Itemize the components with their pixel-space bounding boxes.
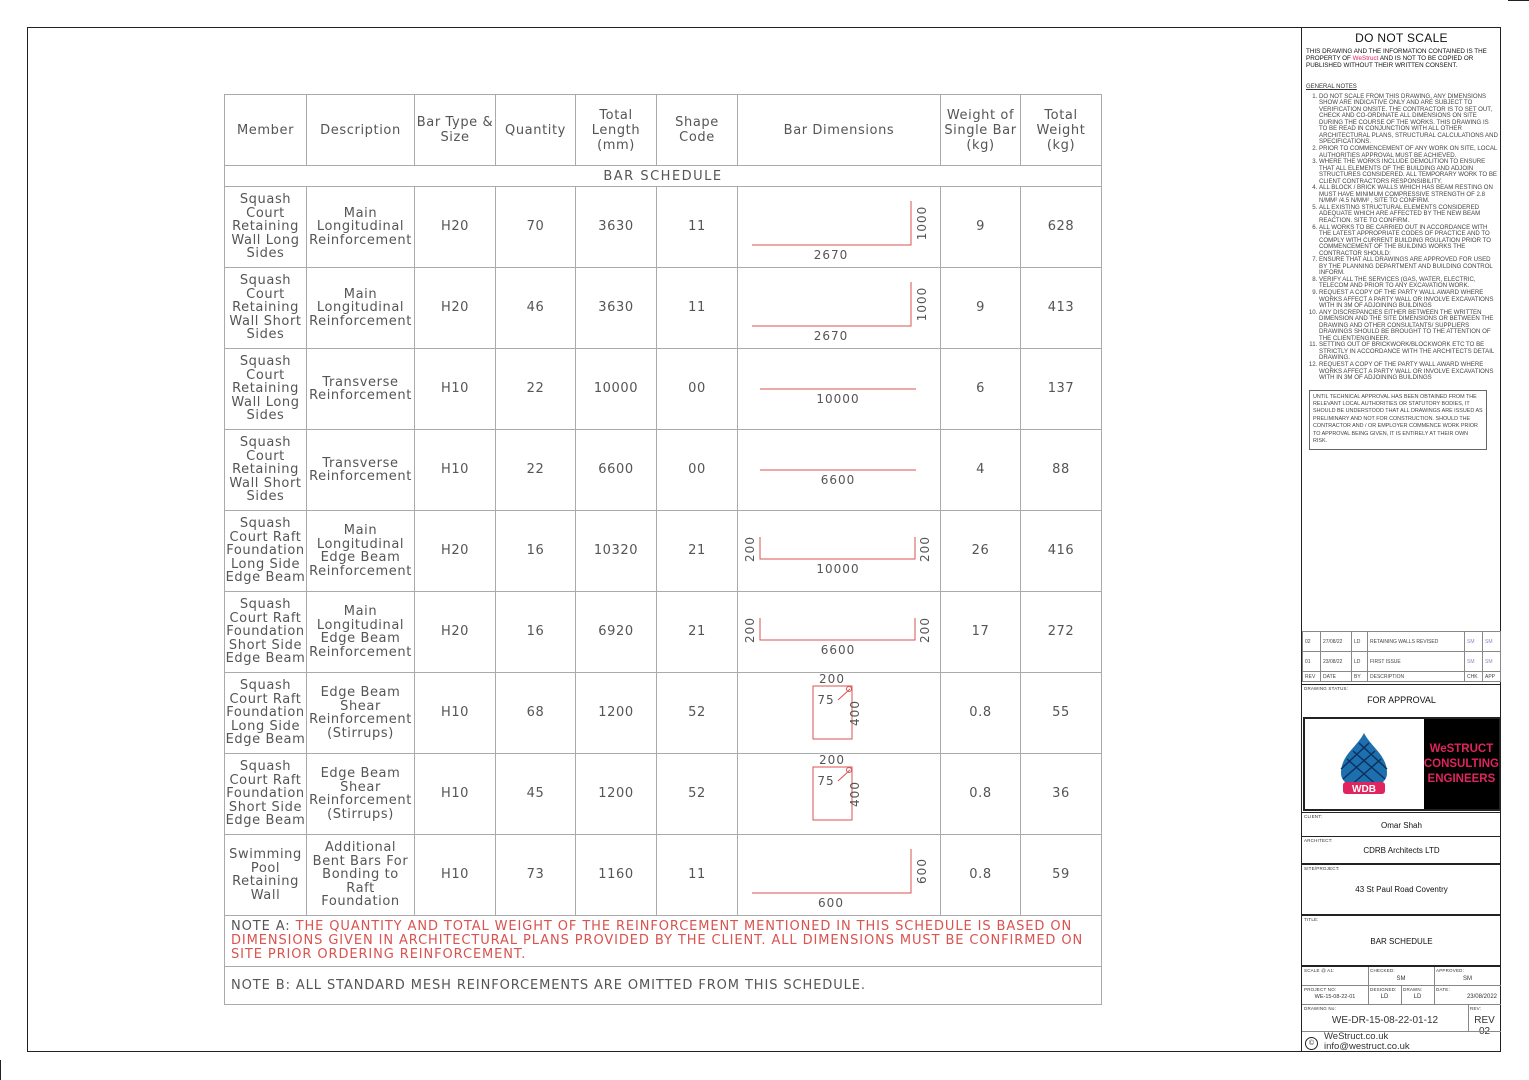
dim-label-a: 600 bbox=[818, 896, 844, 910]
revision-chk: SM bbox=[1465, 652, 1483, 672]
drawn-label: DRAWN: bbox=[1403, 987, 1423, 992]
cell-description: Transverse Reinforcement bbox=[307, 430, 415, 511]
cell-total-weight: 88 bbox=[1021, 430, 1102, 511]
cell-description: Edge Beam Shear Reinforcement (Stirrups) bbox=[307, 754, 415, 835]
cell-bar-dimensions bbox=[738, 835, 941, 916]
drawn-cell bbox=[1401, 986, 1435, 1005]
cell-bar-dimensions bbox=[738, 754, 941, 835]
logo-icon bbox=[1329, 729, 1399, 799]
technical-approval-note: UNTIL TECHNICAL APPROVAL HAS BEEN OBTAINED FROM THE RELEVANT LOCAL AUTHORITIES OR STATUTORY BODIES, IT SHOULD BE UNDERSTOOD THAT ALL DRAWINGS ARE ISSUED AS PRELIMINARY AND NOT FOR CONSTRUCTION. SHOULD THE CONTRACTOR AND / OR EMPLOYER COMMENCE WORK PRIOR TO APPROVAL BEING GIVEN, IT IS ENTIRELY AT THEIR OWN RISK. bbox=[1309, 390, 1487, 450]
header-shape-code: Shape Code bbox=[657, 95, 738, 166]
checked-label: CHECKED: bbox=[1370, 968, 1395, 973]
revision-row bbox=[1303, 632, 1501, 652]
cell-total-weight: 59 bbox=[1021, 835, 1102, 916]
note-a bbox=[225, 916, 1102, 967]
header-bar-type: Bar Type & Size bbox=[415, 95, 496, 166]
general-note: 4. ALL BLOCK / BRICK WALLS WHICH HAS BEAM RESTING ON MUST HAVE MINIMUM COMPRESSIVE STRENGTH OF 2.8 N/MM² /4.5 N/MM² , SITE TO CONFIRM. bbox=[1319, 185, 1498, 205]
general-note: 7. ENSURE THAT ALL DRAWINGS ARE APPROVED FOR USED BY THE PLANNING DEPARTMENT AND BUILDING CONTROL INFORM. bbox=[1319, 257, 1498, 277]
cell-description: Edge Beam Shear Reinforcement (Stirrups) bbox=[307, 673, 415, 754]
cell-bar-dimensions bbox=[738, 592, 941, 673]
dim-label-b: 1000 bbox=[915, 205, 929, 241]
crop-mark-top-right bbox=[1508, 0, 1529, 21]
bar-shape-diagram bbox=[738, 268, 941, 348]
dim-label-a: 6600 bbox=[820, 643, 856, 657]
approved-value: SM bbox=[1463, 976, 1472, 982]
cell-quantity: 16 bbox=[496, 592, 576, 673]
cell-weight-single: 17 bbox=[941, 592, 1021, 673]
cell-bar-dimensions bbox=[738, 187, 941, 268]
approved-label: APPROVED: bbox=[1436, 968, 1465, 973]
cell-bar-type: H10 bbox=[415, 673, 496, 754]
dim-label-b-right: 200 bbox=[918, 617, 932, 643]
cell-shape-code: 00 bbox=[657, 430, 738, 511]
rev-header-rev: REV bbox=[1303, 672, 1321, 682]
designed-value: LD bbox=[1380, 994, 1389, 1000]
general-notes-heading: GENERAL NOTES bbox=[1306, 83, 1357, 90]
schedule-row bbox=[225, 511, 1102, 592]
bar-shape-diagram bbox=[738, 835, 941, 915]
cell-shape-code: 11 bbox=[657, 187, 738, 268]
schedule-row bbox=[225, 268, 1102, 349]
date-cell bbox=[1434, 986, 1501, 1005]
revision-row bbox=[1303, 652, 1501, 672]
cell-bar-type: H20 bbox=[415, 592, 496, 673]
cell-total-length: 10320 bbox=[576, 511, 657, 592]
general-note: 9. REQUEST A COPY OF THE PARTY WALL AWARD WHERE WORKS AFFECT A PARTY WALL OR INVOLVE EXCAVATIONS WITH IN 3M OF ADJOINING BUILDINGS bbox=[1319, 290, 1498, 310]
company-name bbox=[1424, 719, 1499, 809]
drawing-status: FOR APPROVAL bbox=[1367, 695, 1436, 705]
drawn-value: LD bbox=[1413, 994, 1422, 1000]
general-note: 1. DO NOT SCALE FROM THIS DRAWING, ANY DIMENSIONS SHOW ARE INDICATIVE ONLY AND ARE SUBJECT TO VERIFICATION ONSITE. THE CONTRACTOR IS TO SET OUT, CHECK AND CO-ORDINATE ALL DIMENSIONS ON SITE DURING THE COURSE OF THE WORKS. THIS DRAWING IS TO BE READ IN CONJUNCTION WITH ALL OTHER ARCHITECTURAL PLANS, STRUCTURAL CALCULATIONS AND SPECIFICATIONS. bbox=[1319, 94, 1498, 146]
cell-member: Squash Court Raft Foundation Long Side Edge Beam bbox=[225, 673, 307, 754]
architect-label: ARCHITECT: bbox=[1304, 838, 1333, 843]
cell-total-length: 1200 bbox=[576, 673, 657, 754]
cell-weight-single: 0.8 bbox=[941, 673, 1021, 754]
cell-shape-code: 11 bbox=[657, 268, 738, 349]
general-note: 6. ALL WORKS TO BE CARRIED OUT IN ACCORDANCE WITH THE LATEST APPROPRIATE CODES OF PRACTICE AND TO COMPLY WITH CURRENT BUILDING RGULATION PRIOR TO COMMENCEMENT OF THE BUILDING WORKS THE CONTRACTOR SHOULD: bbox=[1319, 225, 1498, 258]
cell-quantity: 22 bbox=[496, 349, 576, 430]
dim-label-b: 400 bbox=[848, 700, 862, 726]
cell-bar-dimensions bbox=[738, 511, 941, 592]
cell-weight-single: 0.8 bbox=[941, 754, 1021, 835]
architect-name: CDRB Architects LTD bbox=[1363, 846, 1440, 855]
crop-mark-bottom-left bbox=[0, 1060, 21, 1080]
cell-quantity: 22 bbox=[496, 430, 576, 511]
cell-total-length: 3630 bbox=[576, 187, 657, 268]
general-note: 3. WHERE THE WORKS INCLUDE DEMOLITION TO ENSURE THAT ALL ELEMENTS OF THE BUILDING AND ADJOIN STRUCTURES CONSIDERED. ALL TEMPORARY WORK TO BE CLIENT CONTRACTORS RESPONSIBILITY. bbox=[1319, 159, 1498, 185]
company-line-2: CONSULTING bbox=[1423, 757, 1499, 770]
rev-value: REV 02 bbox=[1474, 1015, 1495, 1037]
cell-shape-code: 52 bbox=[657, 673, 738, 754]
schedule-row bbox=[225, 835, 1102, 916]
cell-description: Main Longitudinal Reinforcement bbox=[307, 187, 415, 268]
general-note: 5. ALL EXISTING STRUCTURAL ELEMENTS CONSIDERED ADEQUATE WHICH ARE AFFECTED BY THE NEW BEAM REACTION. SITE TO CONFIRM. bbox=[1319, 205, 1498, 225]
schedule-title: BAR SCHEDULE bbox=[225, 166, 1102, 187]
drawing-no: WE-DR-15-08-22-01-12 bbox=[1331, 1015, 1439, 1026]
company-line-3: ENGINEERS bbox=[1427, 772, 1496, 785]
property-notice bbox=[1302, 45, 1501, 70]
bar-schedule-table bbox=[224, 94, 1102, 1005]
dim-label-a: 6600 bbox=[820, 473, 856, 487]
cell-total-length: 6920 bbox=[576, 592, 657, 673]
site-name: 43 St Paul Road Coventry bbox=[1355, 885, 1448, 894]
dim-label-a: 200 bbox=[819, 673, 845, 686]
rev-header-date: DATE bbox=[1321, 672, 1352, 682]
cell-shape-code: 52 bbox=[657, 754, 738, 835]
cell-description: Main Longitudinal Edge Beam Reinforcement bbox=[307, 511, 415, 592]
note-b: NOTE B: ALL STANDARD MESH REINFORCEMENTS ARE OMITTED FROM THIS SCHEDULE. bbox=[225, 967, 1102, 1005]
note-a-prefix: NOTE A: bbox=[231, 919, 296, 934]
cell-bar-type: H20 bbox=[415, 268, 496, 349]
dim-label-a: 200 bbox=[819, 754, 845, 767]
dim-label-b: 1000 bbox=[915, 286, 929, 322]
designed-label: DESIGNED: bbox=[1370, 987, 1397, 992]
general-note: 2. PRIOR TO COMMENCEMENT OF ANY WORK ON SITE, LOCAL AUTHORITIES APPROVAL MUST BE ACHIEVED. bbox=[1319, 146, 1498, 159]
cell-shape-code: 21 bbox=[657, 592, 738, 673]
bar-line bbox=[752, 849, 911, 893]
general-note: 10. ANY DISCREPANCIES EITHER BETWEEN THE WRITTEN DIMENSION AND THE SITE DIMENSIONS OR BETWEEN THE DRAWING AND OTHER CONSULTANTS/ SUPPLIERS DRAWINGS SHOULD BE BROUGHT TO THE ATTENTION OF THE CLIENT/ENGINEER. bbox=[1319, 310, 1498, 343]
rev-header-desc: DESCRIPTION bbox=[1368, 672, 1465, 682]
cell-quantity: 45 bbox=[496, 754, 576, 835]
client-name: Omar Shah bbox=[1381, 821, 1422, 830]
project-no-label: PROJECT NO: bbox=[1304, 987, 1337, 992]
bar-line bbox=[760, 618, 915, 640]
bar-shape-diagram bbox=[738, 511, 941, 591]
cell-description: Transverse Reinforcement bbox=[307, 349, 415, 430]
header-weight-single: Weight of Single Bar (kg) bbox=[941, 95, 1021, 166]
cell-total-length: 1160 bbox=[576, 835, 657, 916]
header-member: Member bbox=[225, 95, 307, 166]
cell-member: Squash Court Retaining Wall Short Sides bbox=[225, 268, 307, 349]
dim-label-b-left: 200 bbox=[743, 536, 757, 562]
cell-quantity: 46 bbox=[496, 268, 576, 349]
email-link[interactable]: info@westruct.co.uk bbox=[1324, 1041, 1410, 1052]
cell-quantity: 68 bbox=[496, 673, 576, 754]
dim-label-a: 10000 bbox=[816, 392, 860, 406]
general-note: 12. REQUEST A COPY OF THE PARTY WALL AWARD WHERE WORKS AFFECT A PARTY WALL OR INVOLVE EXCAVATIONS WITH IN 3M OF ADJOINING BUILDINGS bbox=[1319, 362, 1498, 382]
cell-shape-code: 21 bbox=[657, 511, 738, 592]
general-note: 8. VERIFY ALL THE SERVICES (GAS, WATER, ELECTRIC, TELECOM AND PRIOR TO ANY EXCAVATION WORK. bbox=[1319, 277, 1498, 290]
cell-member: Squash Court Raft Foundation Short Side Edge Beam bbox=[225, 592, 307, 673]
site-box bbox=[1302, 863, 1501, 914]
header-quantity: Quantity bbox=[496, 95, 576, 166]
client-label: CLIENT: bbox=[1304, 814, 1323, 819]
company-logo bbox=[1303, 717, 1501, 811]
property-brand: WeStruct bbox=[1352, 55, 1379, 63]
cell-total-weight: 137 bbox=[1021, 349, 1102, 430]
logo-mark bbox=[1305, 719, 1424, 809]
revision-date: 23/08/22 bbox=[1321, 652, 1352, 672]
dim-label-b-left: 200 bbox=[743, 617, 757, 643]
rev-label: REV: bbox=[1470, 1006, 1482, 1011]
approved-cell bbox=[1434, 967, 1501, 987]
title-block bbox=[1301, 27, 1501, 1052]
cell-bar-dimensions bbox=[738, 673, 941, 754]
cell-total-weight: 628 bbox=[1021, 187, 1102, 268]
drawing-no-cell bbox=[1302, 1005, 1469, 1032]
designed-cell bbox=[1368, 986, 1402, 1005]
general-note: 11. SETTING OUT OF BRICKWORK/BLOCKWORK ETC TO BE STRICTLY IN ACCORDANCE WITH THE ARCHITECTS DETAIL DRAWING. bbox=[1319, 342, 1498, 362]
bar-shape-diagram bbox=[738, 673, 941, 753]
drawing-status-box bbox=[1302, 684, 1501, 714]
cell-bar-type: H20 bbox=[415, 511, 496, 592]
scale-cell bbox=[1302, 967, 1369, 987]
do-not-scale: DO NOT SCALE bbox=[1355, 31, 1448, 45]
dim-label-b: 400 bbox=[848, 781, 862, 807]
dim-label-a: 10000 bbox=[816, 562, 860, 576]
date-label: DATE: bbox=[1436, 987, 1450, 992]
cell-total-weight: 272 bbox=[1021, 592, 1102, 673]
cell-shape-code: 11 bbox=[657, 835, 738, 916]
bar-shape-diagram bbox=[738, 349, 941, 429]
copyright-icon: © bbox=[1305, 1037, 1318, 1050]
cell-total-length: 10000 bbox=[576, 349, 657, 430]
schedule-row bbox=[225, 349, 1102, 430]
property-post: AND IS NOT TO BE COPIED OR PUBLISHED WITHOUT THEIR WRITTEN CONSENT. bbox=[1306, 55, 1474, 70]
cell-total-length: 1200 bbox=[576, 754, 657, 835]
bar-line bbox=[752, 282, 911, 326]
revision-rev: 02 bbox=[1303, 632, 1321, 652]
bar-shape-diagram bbox=[738, 430, 941, 510]
cell-total-weight: 55 bbox=[1021, 673, 1102, 754]
stirrup-hook bbox=[838, 689, 850, 700]
general-notes-list bbox=[1302, 94, 1501, 382]
architect-box bbox=[1302, 836, 1501, 863]
cell-total-weight: 36 bbox=[1021, 754, 1102, 835]
website-link[interactable]: WeStruct.co.uk bbox=[1324, 1031, 1389, 1042]
cell-member: Squash Court Retaining Wall Long Sides bbox=[225, 349, 307, 430]
revision-date: 27/08/22 bbox=[1321, 632, 1352, 652]
cell-total-weight: 413 bbox=[1021, 268, 1102, 349]
logo-text: WDB bbox=[1352, 784, 1377, 795]
bar-shape-diagram bbox=[738, 187, 941, 267]
rev-header-by: BY bbox=[1352, 672, 1368, 682]
dim-label-c: 75 bbox=[817, 774, 835, 788]
revision-app: SM bbox=[1483, 652, 1501, 672]
cell-shape-code: 00 bbox=[657, 349, 738, 430]
property-pre: THIS DRAWING AND THE INFORMATION CONTAINED IS THE PROPERTY OF bbox=[1306, 48, 1487, 63]
checked-cell bbox=[1368, 967, 1435, 987]
cell-bar-dimensions bbox=[738, 268, 941, 349]
revision-app: SM bbox=[1483, 632, 1501, 652]
title-box bbox=[1302, 914, 1501, 965]
cell-description: Main Longitudinal Reinforcement bbox=[307, 268, 415, 349]
drawing-title: BAR SCHEDULE bbox=[1370, 937, 1433, 946]
schedule-row bbox=[225, 187, 1102, 268]
revision-table bbox=[1302, 631, 1501, 682]
cell-member: Swimming Pool Retaining Wall bbox=[225, 835, 307, 916]
rev-header-app: APP bbox=[1483, 672, 1501, 682]
cell-quantity: 16 bbox=[496, 511, 576, 592]
revision-desc: RETAINING WALLS REVISED bbox=[1368, 632, 1465, 652]
header-bar-dimensions: Bar Dimensions bbox=[738, 95, 941, 166]
client-box bbox=[1302, 812, 1501, 836]
header-description: Description bbox=[307, 95, 415, 166]
project-no: WE-15-08-22-01 bbox=[1314, 994, 1356, 1000]
revision-by: LD bbox=[1352, 632, 1368, 652]
cell-bar-type: H10 bbox=[415, 430, 496, 511]
revision-chk: SM bbox=[1465, 632, 1483, 652]
revision-rev: 01 bbox=[1303, 652, 1321, 672]
dim-label-b-right: 200 bbox=[918, 536, 932, 562]
schedule-row bbox=[225, 673, 1102, 754]
dim-label-c: 75 bbox=[817, 693, 835, 707]
cell-member: Squash Court Retaining Wall Short Sides bbox=[225, 430, 307, 511]
cell-weight-single: 4 bbox=[941, 430, 1021, 511]
checked-value: SM bbox=[1396, 976, 1406, 982]
schedule-row bbox=[225, 430, 1102, 511]
company-line-1: WeSTRUCT bbox=[1429, 742, 1494, 755]
schedule-row bbox=[225, 754, 1102, 835]
cell-description: Main Longitudinal Edge Beam Reinforcement bbox=[307, 592, 415, 673]
bar-shape-diagram bbox=[738, 592, 941, 672]
note-a-text: THE QUANTITY AND TOTAL WEIGHT OF THE REINFORCEMENT MENTIONED IN THIS SCHEDULE IS BASED ON DIMENSIONS GIVEN IN ARCHITECTURAL PLANS PROVIDED BY THE CLIENT. ALL DIMENSIONS MUST BE CONFIRMED ON SITE PRIOR ORDERING REINFORCEMENT. bbox=[231, 919, 1084, 962]
contact-row bbox=[1302, 1031, 1501, 1052]
dim-label-a: 2670 bbox=[813, 329, 849, 343]
scale-row bbox=[1302, 965, 1501, 985]
rev-cell bbox=[1468, 1005, 1501, 1037]
date-value: 23/08/2022 bbox=[1466, 994, 1497, 1000]
cell-bar-type: H20 bbox=[415, 187, 496, 268]
bar-line bbox=[752, 201, 911, 245]
rev-header-chk: CHK bbox=[1465, 672, 1483, 682]
cell-weight-single: 9 bbox=[941, 187, 1021, 268]
cell-member: Squash Court Raft Foundation Short Side Edge Beam bbox=[225, 754, 307, 835]
cell-quantity: 73 bbox=[496, 835, 576, 916]
header-total-length: Total Length (mm) bbox=[576, 95, 657, 166]
bar-line bbox=[760, 537, 915, 559]
site-label: SITE/PROJECT: bbox=[1304, 866, 1340, 871]
cell-total-length: 3630 bbox=[576, 268, 657, 349]
revision-desc: FIRST ISSUE bbox=[1368, 652, 1465, 672]
cell-total-weight: 416 bbox=[1021, 511, 1102, 592]
header-total-weight: Total Weight (kg) bbox=[1021, 95, 1102, 166]
cell-bar-type: H10 bbox=[415, 349, 496, 430]
revision-by: LD bbox=[1352, 652, 1368, 672]
cell-quantity: 70 bbox=[496, 187, 576, 268]
title-label: TITLE: bbox=[1304, 917, 1319, 922]
scale-label: SCALE @ A1: bbox=[1304, 968, 1335, 973]
cell-weight-single: 9 bbox=[941, 268, 1021, 349]
stirrup-hook-end bbox=[847, 768, 852, 773]
cell-weight-single: 6 bbox=[941, 349, 1021, 430]
bar-shape-diagram bbox=[738, 754, 941, 834]
dim-label-b: 600 bbox=[915, 858, 929, 884]
project-row bbox=[1302, 985, 1501, 1004]
cell-bar-dimensions bbox=[738, 349, 941, 430]
cell-bar-type: H10 bbox=[415, 754, 496, 835]
dim-label-a: 2670 bbox=[813, 248, 849, 262]
cell-total-length: 6600 bbox=[576, 430, 657, 511]
cell-bar-dimensions bbox=[738, 430, 941, 511]
cell-member: Squash Court Retaining Wall Long Sides bbox=[225, 187, 307, 268]
stirrup-hook-end bbox=[847, 687, 852, 692]
project-no-cell bbox=[1302, 986, 1369, 1005]
cell-bar-type: H10 bbox=[415, 835, 496, 916]
schedule-row bbox=[225, 592, 1102, 673]
stirrup-hook bbox=[838, 770, 850, 781]
drawing-no-label: DRAWING No: bbox=[1304, 1006, 1337, 1011]
cell-member: Squash Court Raft Foundation Long Side Edge Beam bbox=[225, 511, 307, 592]
cell-description: Additional Bent Bars For Bonding to Raft Foundation bbox=[307, 835, 415, 916]
cell-weight-single: 26 bbox=[941, 511, 1021, 592]
cell-weight-single: 0.8 bbox=[941, 835, 1021, 916]
drawing-status-label: DRAWING STATUS: bbox=[1304, 686, 1349, 691]
